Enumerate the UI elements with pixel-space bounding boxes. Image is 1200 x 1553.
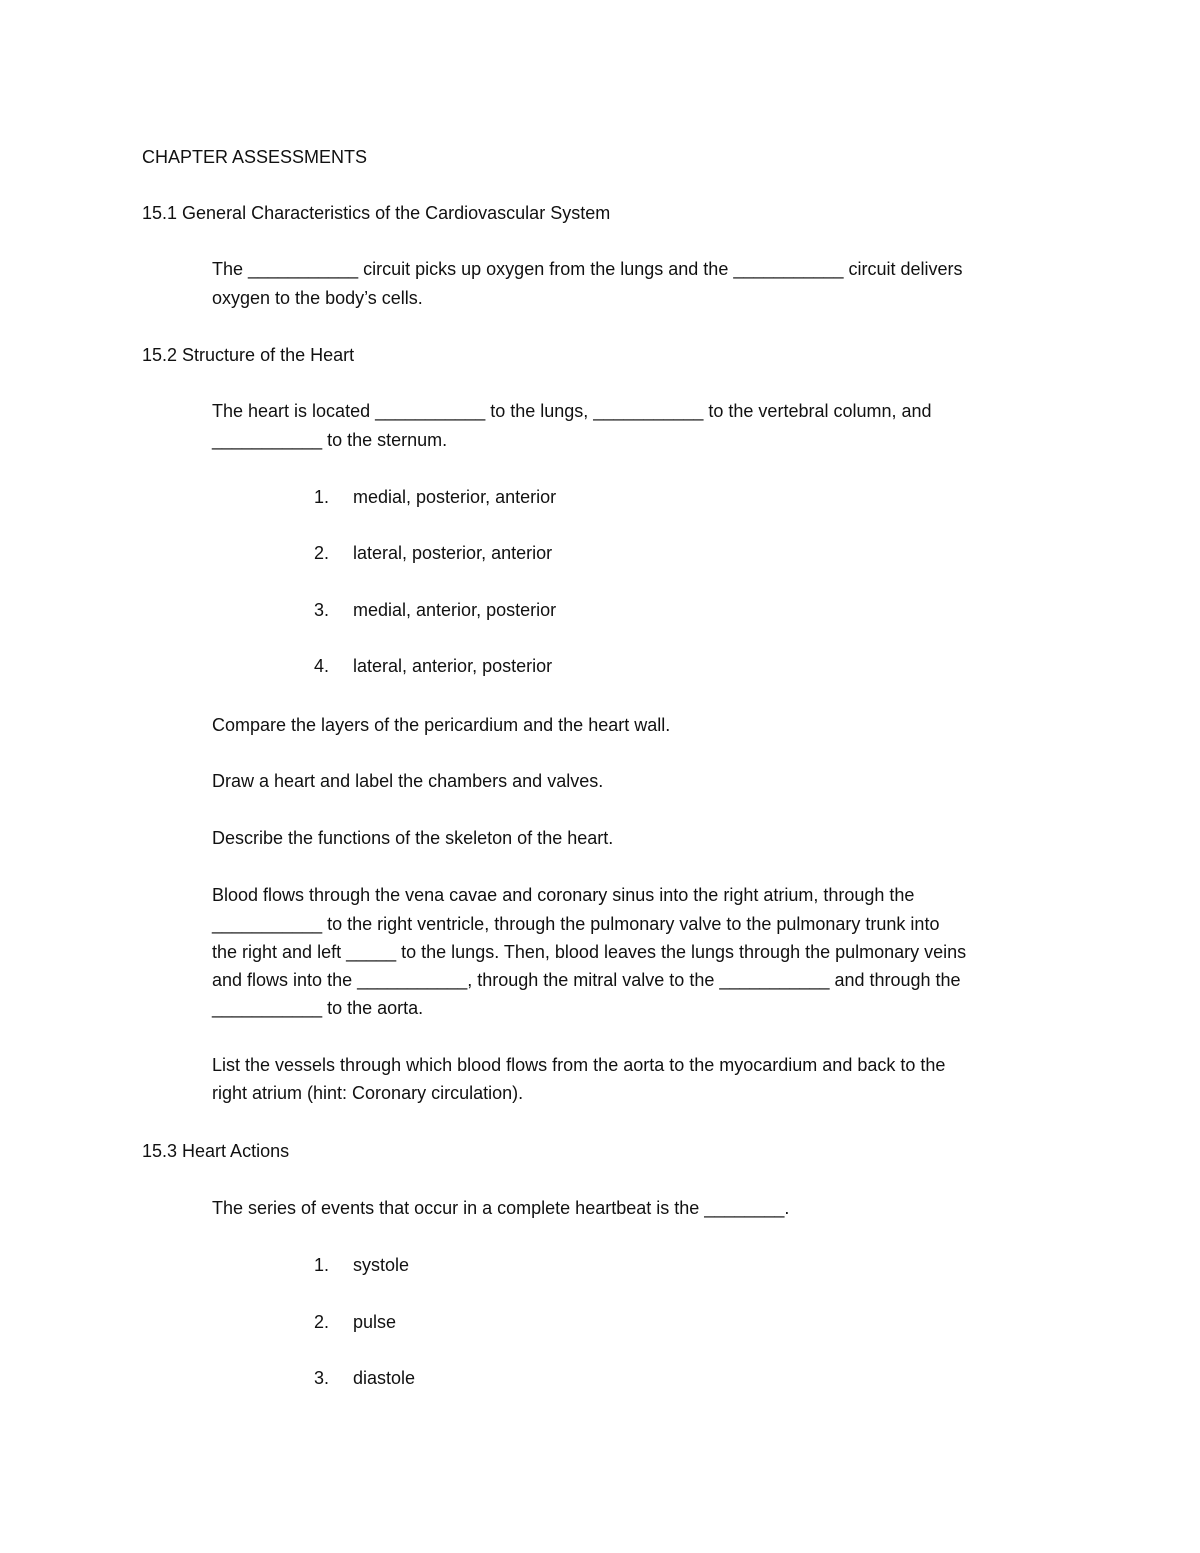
section-heading-15-3: 15.3 Heart Actions: [142, 1141, 290, 1161]
question-text: The heart is located ___________ to the lungs, ___________ to the vertebral column, and: [212, 401, 932, 421]
option-number: 2.: [314, 543, 330, 563]
section-heading-15-1: 15.1 General Characteristics of the Cardiovascular System: [142, 203, 611, 223]
question-text: ___________ to the sternum.: [212, 430, 448, 450]
option-text: medial, anterior, posterior: [353, 600, 557, 620]
question-text: ___________ to the right ventricle, through the pulmonary valve to the pulmonary trunk into: [212, 914, 940, 934]
option-text: pulse: [353, 1312, 397, 1332]
option-number: 1.: [314, 1255, 330, 1275]
question-text: oxygen to the body’s cells.: [212, 288, 423, 308]
question-text: Blood flows through the vena cavae and coronary sinus into the right atrium, through the: [212, 885, 915, 905]
option-number: 3.: [314, 1368, 330, 1388]
question-text: Describe the functions of the skeleton of the heart.: [212, 828, 614, 848]
question-text: List the vessels through which blood flows from the aorta to the myocardium and back to the: [212, 1055, 946, 1075]
option-text: lateral, posterior, anterior: [353, 543, 553, 563]
option-text: lateral, anterior, posterior: [353, 656, 553, 676]
question-text: right atrium (hint: Coronary circulation).: [212, 1083, 524, 1103]
question-text: Compare the layers of the pericardium and the heart wall.: [212, 715, 671, 735]
question-text: the right and left _____ to the lungs. Then, blood leaves the lungs through the pulmonary veins: [212, 942, 967, 962]
section-heading-15-2: 15.2 Structure of the Heart: [142, 345, 355, 365]
question-text: Draw a heart and label the chambers and valves.: [212, 771, 604, 791]
option-text: systole: [353, 1255, 410, 1275]
option-number: 2.: [314, 1312, 330, 1332]
option-number: 4.: [314, 656, 330, 676]
option-text: diastole: [353, 1368, 416, 1388]
page-title: CHAPTER ASSESSMENTS: [142, 147, 368, 167]
option-number: 1.: [314, 487, 330, 507]
question-text: and flows into the ___________, through the mitral valve to the ___________ and through the: [212, 970, 961, 990]
question-text: The ___________ circuit picks up oxygen from the lungs and the ___________ circuit delivers: [212, 259, 963, 279]
question-text: The series of events that occur in a complete heartbeat is the ________.: [212, 1198, 790, 1218]
option-number: 3.: [314, 600, 330, 620]
question-text: ___________ to the aorta.: [212, 998, 424, 1018]
option-text: medial, posterior, anterior: [353, 487, 557, 507]
